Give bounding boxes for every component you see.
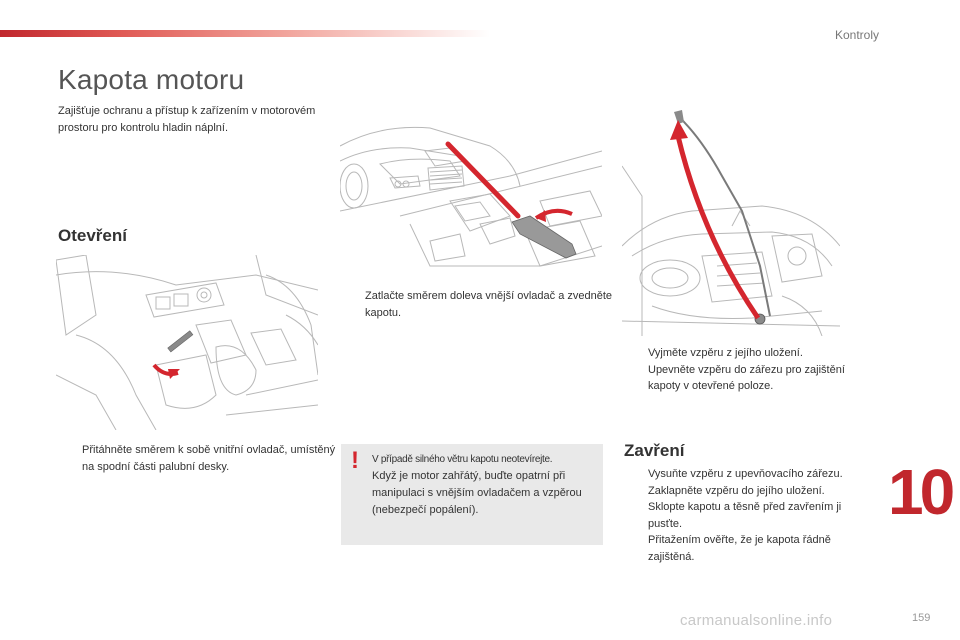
warning-text (372, 451, 598, 519)
opening-step-2 (341, 288, 623, 321)
opening-step-3-list (624, 345, 874, 395)
list-item: Vyjměte vzpěru z jejího uložení. (648, 347, 803, 359)
illustration-interior-lever (56, 255, 318, 430)
opening-step-1-text: Přitáhněte směrem k sobě vnitřní ovladač, umístěný na spodní části palubní desky. (82, 444, 336, 473)
warning-line-1: V případě silného větru kapotu neotevírejte. (372, 454, 553, 465)
watermark: carmanualsonline.info (680, 612, 833, 629)
opening-step-2-text: Zatlačte směrem doleva vnější ovladač a zvedněte kapotu. (365, 290, 613, 319)
opening-step-1 (58, 442, 344, 475)
page-title: Kapota motoru (58, 64, 245, 95)
warning-icon: ! (351, 447, 359, 474)
warning-line-2: Když je motor zahřátý, buďte opatrní při manipulaci s vnějším ovladačem a vzpěrou (nebezpečí popálení). (372, 470, 582, 516)
header-accent-bar (0, 30, 490, 37)
list-item: Upevněte vzpěru do zářezu pro zajištění kapoty v otevřené poloze. (648, 363, 845, 392)
closing-steps-list (624, 466, 874, 565)
section-title: Kontroly (835, 28, 880, 42)
list-item: Přitažením ověřte, že je kapota řádně zajištěná. (648, 534, 831, 563)
page-number: 159 (912, 612, 931, 624)
list-item: Vysuňte vzpěru z upevňovacího zářezu. (648, 468, 843, 480)
opening-heading: Otevření (58, 226, 127, 245)
list-item: Zaklapněte vzpěru do jejího uložení. (648, 484, 825, 497)
warning-box (341, 444, 603, 545)
closing-heading: Zavření (624, 441, 685, 460)
illustration-prop-rod (622, 106, 840, 336)
illustration-exterior-lever (340, 106, 602, 276)
list-item: Sklopte kapotu a těsně před zavřením ji pusťte. (648, 501, 842, 530)
intro-text: Zajišťuje ochranu a přístup k zařízením v motorovém prostoru pro kontrolu hladin náplní. (58, 105, 316, 134)
chapter-number: 10 (888, 456, 952, 528)
